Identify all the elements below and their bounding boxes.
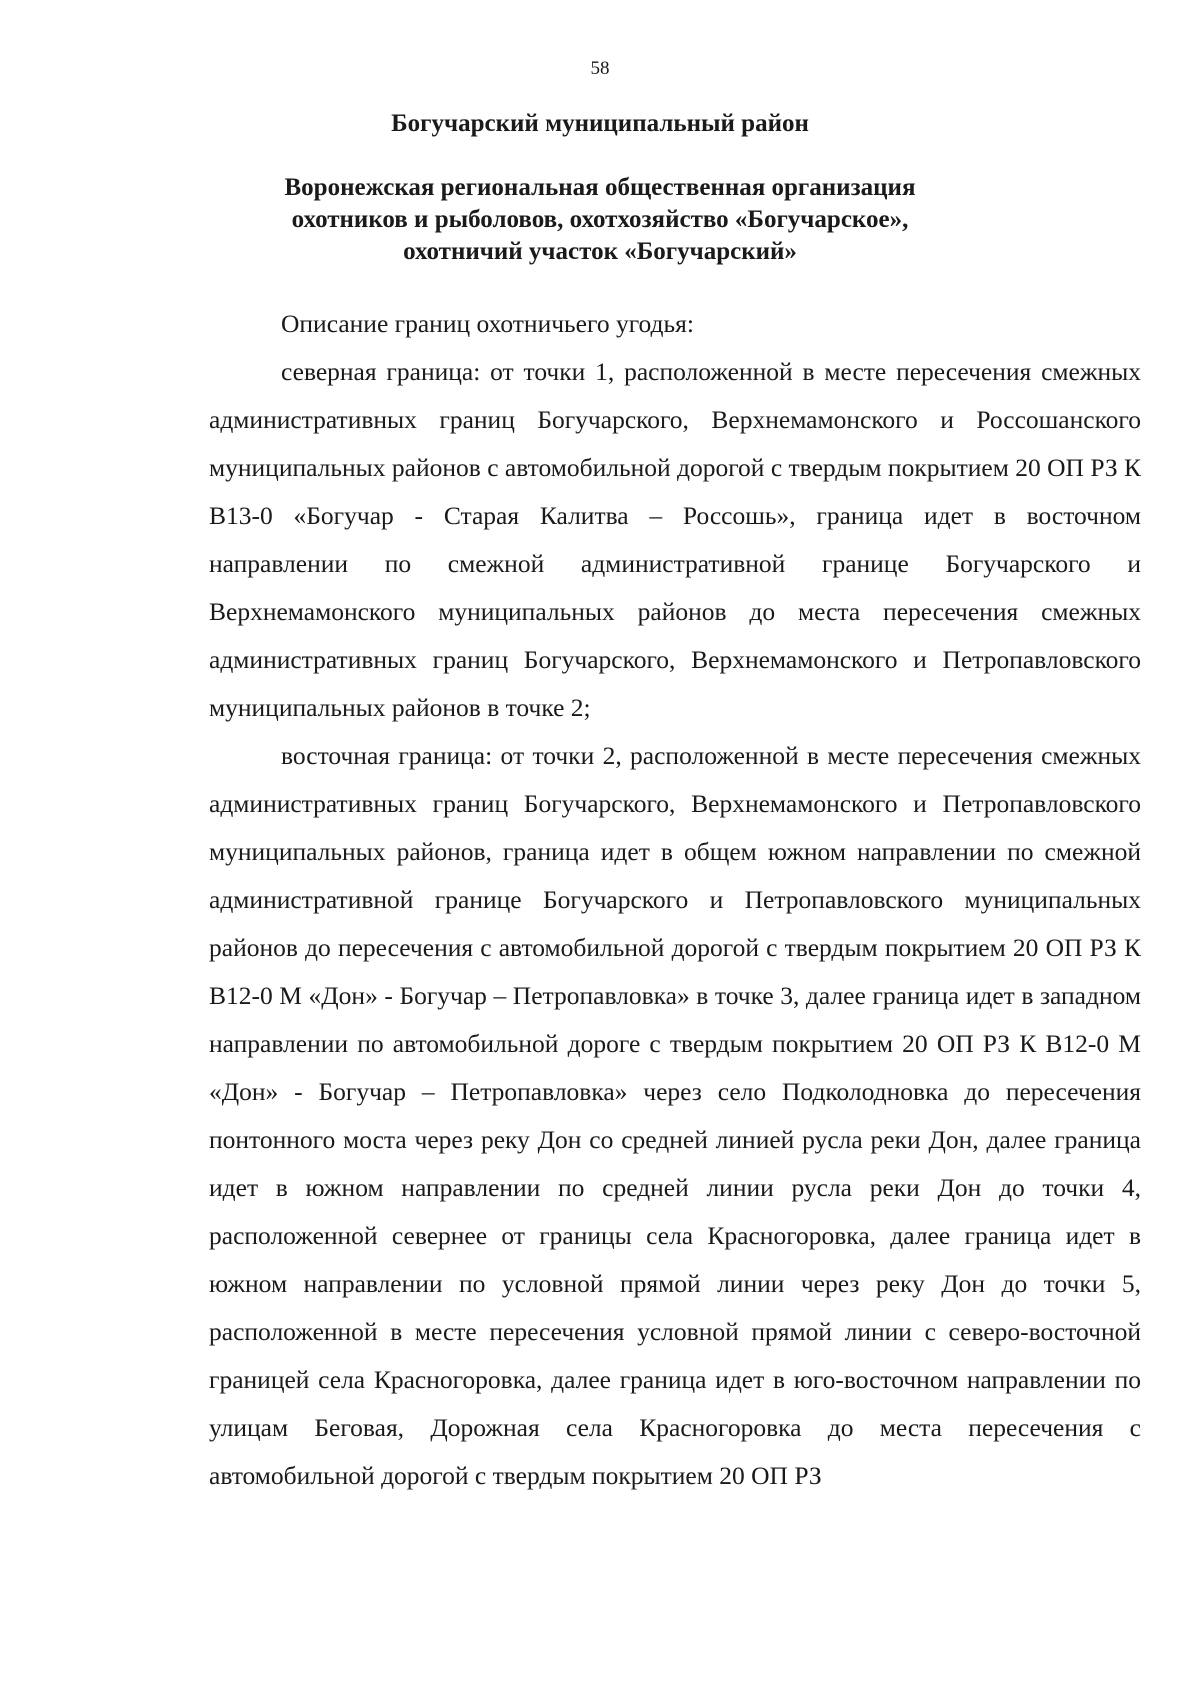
organization-title-line-2: охотников и рыболовов, охотхозяйство «Богучарское», (291, 206, 909, 233)
eastern-boundary-paragraph: восточная граница: от точки 2, расположенной в месте пересечения смежных административных границ Богучарского, Верхнемамонского и Петропавловского муниципальных районов, граница идет в общем южном направлении по смежной административной границе Богучарского и Петропавловского муниципальных районов до пересечения с автомобильной дорогой с твердым покрытием 20 ОП РЗ К В12-0 М «Дон» - Богучар – Петропавловка» в точке 3, далее граница идет в западном направлении по автомобильной дороге с твердым покрытием 20 ОП РЗ К В12-0 М «Дон» - Богучар – Петропавловка» через село Подколодновка до пересечения понтонного моста через реку Дон со средней линией русла реки Дон, далее граница идет в южном направлении по средней линии русла реки Дон до точки 4, расположенной севернее от границы села Красногоровка, далее граница идет в южном направлении по условной прямой линии через реку Дон до точки 5, расположенной в месте пересечения условной прямой линии с северо-восточной границей села Красногоровка, далее граница идет в юго-восточном направлении по улицам Беговая, Дорожная села Красногоровка до места пересечения с автомобильной дорогой с твердым покрытием 20 ОП РЗ (209, 741, 1141, 1490)
district-title: Богучарский муниципальный район (391, 110, 809, 137)
organization-title-line-3: охотничий участок «Богучарский» (403, 238, 797, 265)
description-intro: Описание границ охотничьего угодья: (281, 309, 694, 338)
organization-title-line-1: Воронежская региональная общественная организация (284, 174, 916, 201)
page-number: 58 (590, 58, 610, 79)
northern-boundary-paragraph: северная граница: от точки 1, расположенной в месте пересечения смежных административных границ Богучарского, Верхнемамонского и Россошанского муниципальных районов с автомобильной дорогой с твердым покрытием 20 ОП РЗ К В13-0 «Богучар - Старая Калитва – Россошь», граница идет в восточном направлении по смежной административной границе Богучарского и Верхнемамонского муниципальных районов до места пересечения смежных административных границ Богучарского, Верхнемамонского и Петропавловского муниципальных районов в точке 2; (209, 357, 1141, 722)
organization-title (190, 172, 1010, 268)
boundary-description (209, 300, 1141, 1500)
